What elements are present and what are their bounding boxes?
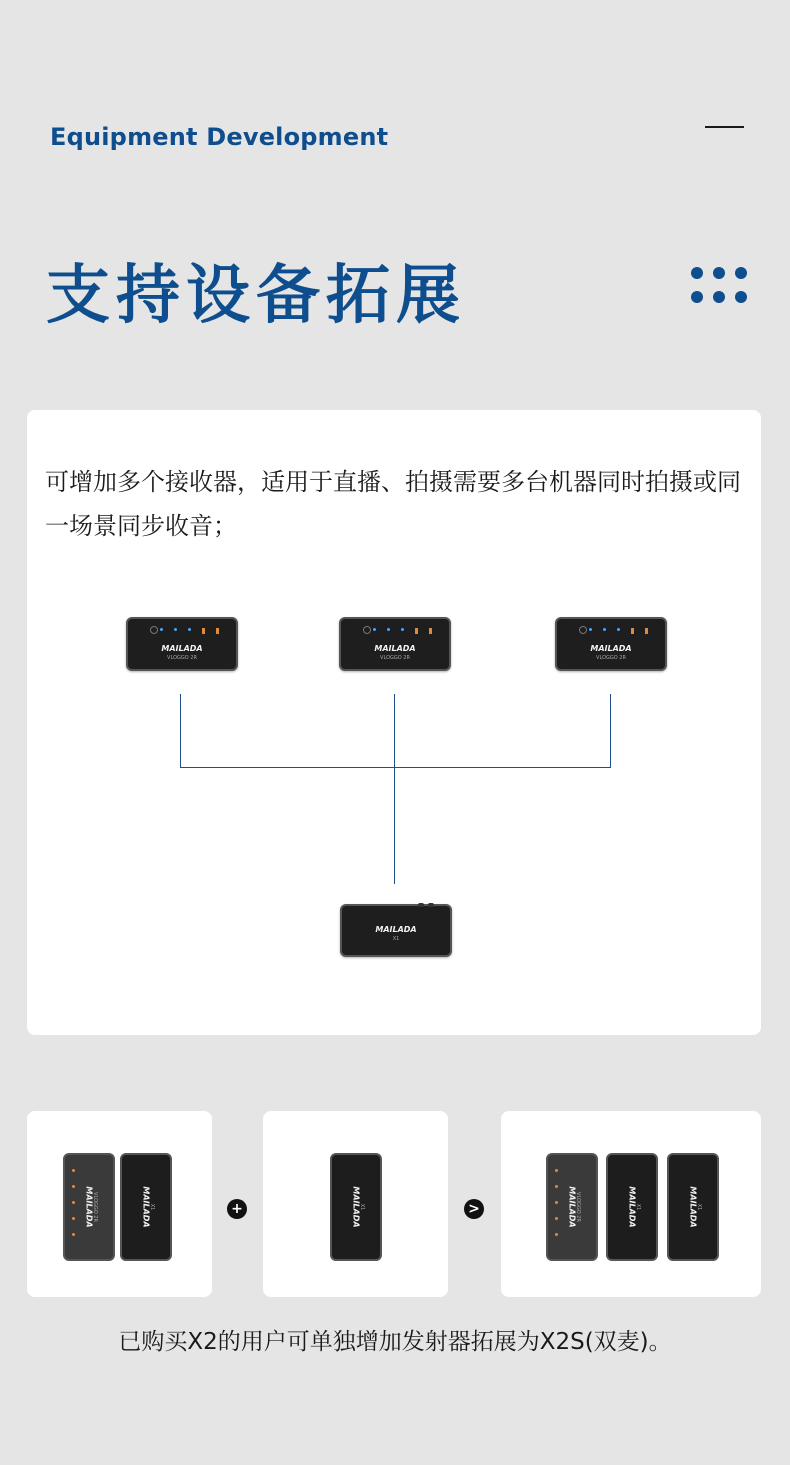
- device-brand: MAILADA: [161, 644, 203, 653]
- device-model: VLOGGO 2R: [596, 655, 626, 661]
- led-indicators: [369, 626, 433, 636]
- receiver-device-3: [555, 617, 667, 671]
- led-indicators: [156, 626, 220, 636]
- receiver-vertical: MAILADA VLOGGO 2R: [63, 1153, 115, 1261]
- plus-icon: +: [227, 1199, 247, 1219]
- combo-caption: 已购买X2的用户可单独增加发射器拓展为X2S(双麦)。: [118, 1329, 672, 1355]
- receiver-vertical: MAILADA VLOGGO 2R: [546, 1153, 598, 1261]
- receiver-device-2: [339, 617, 451, 671]
- transmitter-vertical: MAILADA X1: [330, 1153, 382, 1261]
- device-brand: MAILADA: [374, 644, 416, 653]
- device-model: VLOGGO 2R: [380, 655, 410, 661]
- transmitter-vertical: MAILADA X1: [120, 1153, 172, 1261]
- expansion-card: [27, 410, 761, 1035]
- connector-right: [610, 694, 611, 768]
- device-brand: MAILADA: [375, 925, 417, 934]
- connector-horizontal: [180, 767, 611, 768]
- receiver-device-1: [126, 617, 238, 671]
- transmitter-device: [340, 904, 452, 957]
- dots-icon: [691, 267, 747, 307]
- header-dash: [705, 126, 744, 128]
- connector-mid: [394, 694, 395, 884]
- combo-card-transmitter: [263, 1111, 448, 1297]
- arrow-right-icon: >: [464, 1199, 484, 1219]
- transmitter-vertical: MAILADA X1: [606, 1153, 658, 1261]
- expansion-description: 可增加多个接收器，适用于直播、拍摄需要多台机器同时拍摄或同一场景同步收音；: [45, 468, 741, 540]
- section-subtitle: Equipment Development: [50, 123, 389, 151]
- device-model: VLOGGO 2R: [167, 655, 197, 661]
- led-indicators: [585, 626, 649, 636]
- device-brand: MAILADA: [590, 644, 632, 653]
- page-title: 支持设备拓展: [46, 259, 466, 333]
- connector-left: [180, 694, 181, 768]
- combo-card-x2: [27, 1111, 212, 1297]
- device-model: X1: [392, 936, 400, 942]
- combo-card-x2s: [501, 1111, 761, 1297]
- transmitter-vertical: MAILADA X1: [667, 1153, 719, 1261]
